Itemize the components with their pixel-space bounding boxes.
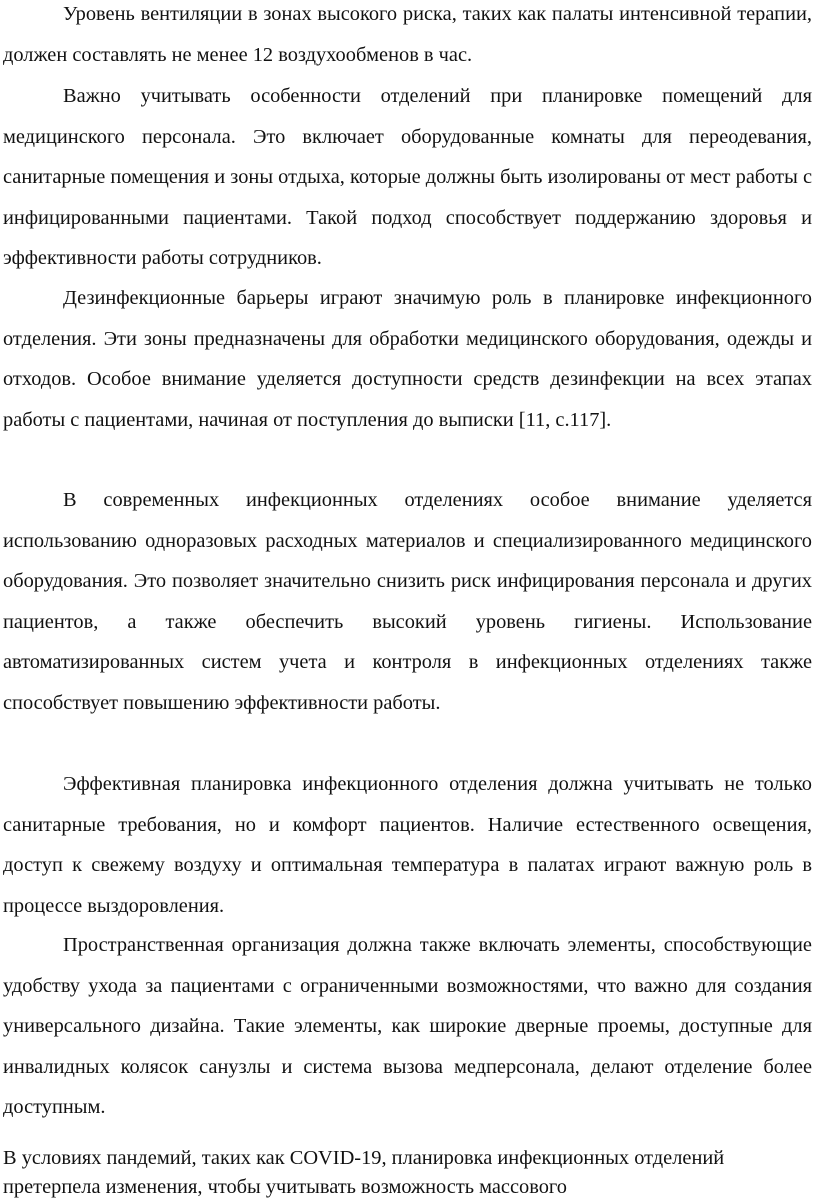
paragraph-ventilation: Уровень вентиляции в зонах высокого риска, таких как палаты интенсивной терапии, должен составлять не менее 12 воздухообменов в час. (3, 3, 812, 66)
paragraph-staff-rooms: Важно учитывать особенности отделений при планировке помещений для медицинского персонала. Это включает оборудованные комнаты для переодевания, санитарные помещения и зоны отдыха, которые должны быть изолированы от мест работы с инфицированными пациентами. Такой подход способствует поддержанию здоровья и эффективности работы сотрудников. (3, 85, 812, 269)
paragraph-disposable-materials: В современных инфекционных отделениях особое внимание уделяется использованию одноразовых расходных материалов и специализированного медицинского оборудования. Это позволяет значительно снизить риск инфицирования персонала и других пациентов, а также обеспечить высокий уровень гигиены. Использование автоматизированных систем учета и контроля в инфекционных отделениях также способствует повышению эффективности работы. (3, 489, 812, 714)
paragraph-pandemic: В условиях пандемий, таких как COVID-19, планировка инфекционных отделений претерпела изменения, чтобы учитывать возможность массового (3, 1147, 725, 1198)
paragraph-universal-design: Пространственная организация должна также включать элементы, способствующие удобству ухода за пациентами с ограниченными возможностями, что важно для создания универсального дизайна. Такие элементы, как широкие дверные проемы, доступные для инвалидных колясок санузлы и система вызова медперсонала, делают отделение более доступным. (3, 934, 812, 1118)
paragraph-patient-comfort: Эффективная планировка инфекционного отделения должна учитывать не только санитарные требования, но и комфорт пациентов. Наличие естественного освещения, доступ к свежему воздуху и оптимальная температура в палатах играют важную роль в процессе выздоровления. (3, 773, 812, 917)
paragraph-disinfection-barriers: Дезинфекционные барьеры играют значимую роль в планировке инфекционного отделения. Эти зоны предназначены для обработки медицинского оборудования, одежды и отходов. Особое внимание уделяется доступности средств дезинфекции на всех этапах работы с пациентами, начиная от поступления до выписки [11, с.117]. (3, 287, 812, 431)
